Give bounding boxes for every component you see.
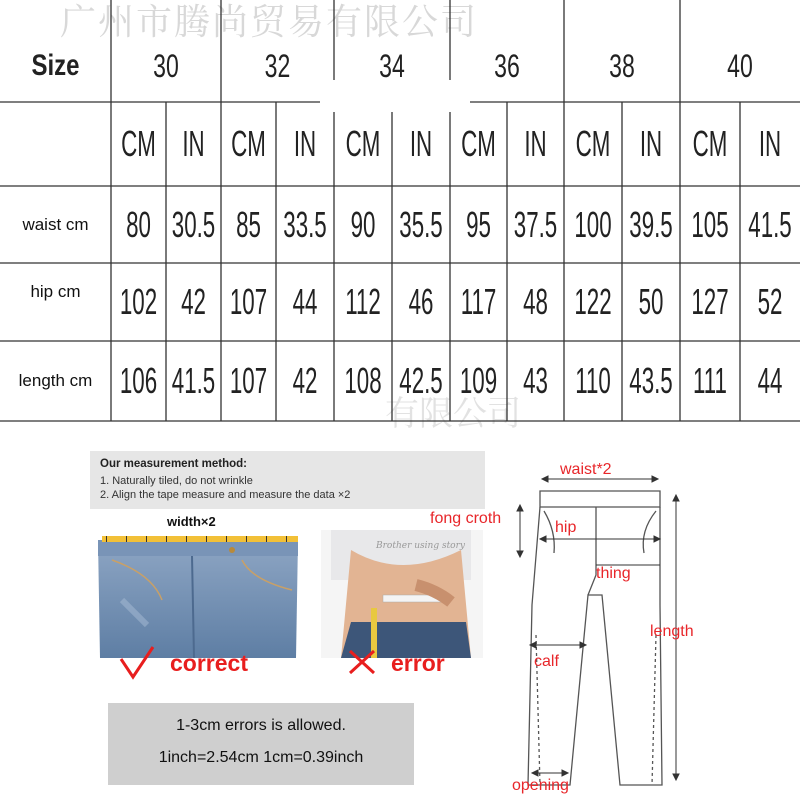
unit-cm: CM — [121, 123, 156, 164]
size-30: 30 — [153, 47, 179, 84]
label-fong-croth: fong croth — [430, 510, 502, 527]
label-calf: calf — [534, 653, 559, 670]
error-label: error — [391, 650, 445, 676]
table-cell: 39.5 — [629, 203, 673, 245]
table-cell: 107 — [229, 360, 268, 401]
watermark-top: 广州市腾尚贸易有限公司 — [60, 2, 479, 43]
size-36: 36 — [494, 47, 520, 84]
label-hip: hip — [555, 519, 577, 536]
photo-caption: Brother using story — [376, 541, 465, 551]
table-cell: 42.5 — [399, 360, 443, 401]
size-34: 34 — [379, 47, 405, 84]
table-cell: 37.5 — [513, 203, 558, 245]
table-cell: 50 — [638, 281, 664, 322]
pants-diagram — [430, 455, 800, 800]
unit-in: IN — [639, 123, 663, 164]
table-cell: 41.5 — [748, 203, 792, 245]
table-cell: 122 — [574, 281, 612, 322]
table-cell: 95 — [466, 203, 491, 245]
unit-cm: CM — [461, 123, 496, 164]
unit-in: IN — [524, 123, 547, 164]
table-cell: 85 — [236, 203, 261, 245]
unit-cm: CM — [575, 123, 611, 164]
table-cell: 102 — [119, 281, 158, 322]
label-waist: waist*2 — [560, 461, 612, 478]
size-38: 38 — [609, 47, 635, 84]
table-cell: 80 — [126, 203, 151, 245]
row-label-length: length cm — [18, 371, 93, 390]
table-cell: 100 — [574, 203, 612, 245]
unit-cm: CM — [231, 123, 266, 164]
unit-in: IN — [182, 123, 205, 164]
table-cell: 42 — [292, 360, 318, 401]
unit-cm: CM — [692, 123, 728, 164]
table-cell: 117 — [460, 281, 497, 322]
label-length: length — [650, 623, 694, 640]
table-cell: 48 — [523, 281, 548, 322]
table-cell: 46 — [408, 281, 434, 322]
size-header: Size — [31, 49, 80, 82]
table-cell: 43 — [523, 360, 548, 401]
table-cell: 42 — [181, 281, 206, 322]
unit-cm: CM — [345, 123, 381, 164]
unit-in: IN — [293, 123, 317, 164]
note-error-allowance: 1-3cm errors is allowed. — [176, 717, 346, 734]
table-cell: 33.5 — [283, 203, 327, 245]
label-opening: opening — [512, 777, 569, 794]
table-cell: 52 — [757, 281, 783, 322]
method-step-2: 2. Align the tape measure and measure the data ×2 — [100, 489, 351, 501]
unit-in: IN — [409, 123, 433, 164]
table-cell: 106 — [119, 360, 158, 401]
row-label-waist: waist cm — [22, 214, 89, 234]
width-label: width×2 — [167, 514, 216, 529]
cross-icon — [347, 648, 377, 676]
table-cell: 109 — [459, 360, 498, 401]
table-cell: 110 — [575, 360, 611, 401]
method-title: Our measurement method: — [100, 458, 247, 470]
table-cell: 108 — [344, 360, 382, 401]
row-label-hip: hip cm — [30, 282, 81, 301]
table-cell: 30.5 — [171, 203, 216, 245]
table-cell: 107 — [229, 281, 268, 322]
method-step-1: 1. Naturally tiled, do not wrinkle — [100, 475, 253, 487]
note-box — [108, 703, 414, 785]
table-cell: 111 — [693, 360, 727, 401]
table-cell: 112 — [345, 281, 381, 322]
note-unit-conversion: 1inch=2.54cm 1cm=0.39inch — [158, 749, 364, 766]
correct-label: correct — [170, 650, 248, 676]
table-cell: 90 — [350, 203, 376, 245]
watermark-bottom: 有限公司 — [385, 394, 521, 434]
size-32: 32 — [264, 47, 291, 84]
jeans-photo — [92, 530, 304, 658]
table-cell: 105 — [691, 203, 729, 245]
belly-photo — [321, 530, 483, 658]
unit-in: IN — [758, 123, 782, 164]
table-cell: 35.5 — [399, 203, 443, 245]
table-cell: 43.5 — [629, 360, 673, 401]
table-cell: 127 — [691, 281, 729, 322]
size-40: 40 — [727, 47, 753, 84]
check-icon — [117, 645, 157, 681]
label-thing: thing — [596, 565, 631, 582]
method-box — [90, 451, 485, 509]
table-cell: 44 — [757, 360, 783, 401]
table-cell: 44 — [292, 281, 318, 322]
table-cell: 41.5 — [171, 360, 216, 401]
